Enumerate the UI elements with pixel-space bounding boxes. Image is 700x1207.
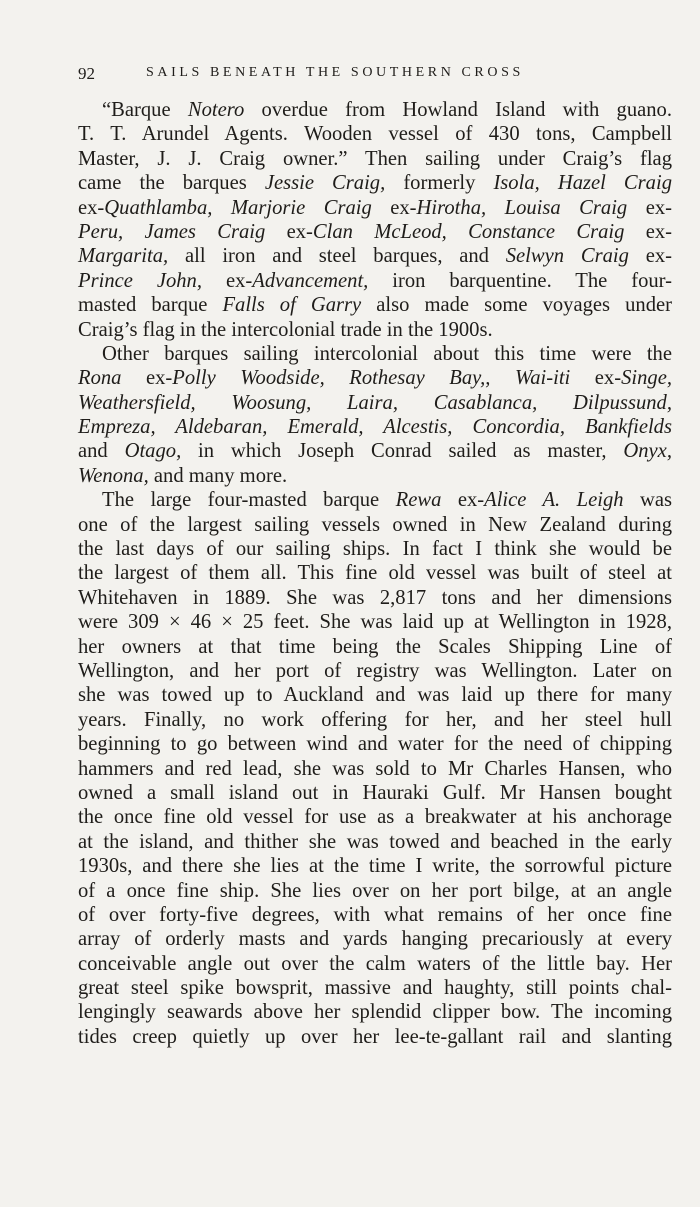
text-line xyxy=(78,635,672,659)
text-run: ex- xyxy=(78,196,105,219)
text-run: The large four-masted barque xyxy=(102,489,396,512)
italic-text: Isola, Hazel Craig xyxy=(493,172,672,195)
text-line xyxy=(78,659,672,683)
text-run: all iron and steel barques, and xyxy=(168,245,506,268)
text-run: 1930s, and there she lies at the time I write, the sorrowful picture xyxy=(78,855,672,878)
italic-text: Alice A. Leigh xyxy=(484,489,624,512)
text-line xyxy=(78,220,672,244)
italic-text: Polly Woodside, Rothesay Bay,, Wai-iti xyxy=(172,367,571,390)
text-run: tides creep quietly up over her lee-te-gallant rail and slanting xyxy=(78,1025,672,1048)
text-line xyxy=(78,732,672,756)
page-number: 92 xyxy=(78,64,95,83)
text-line xyxy=(78,854,672,878)
text-line xyxy=(78,464,672,488)
italic-text: Otago, xyxy=(124,440,182,463)
text-line xyxy=(78,439,672,463)
text-line xyxy=(78,830,672,854)
text-run: Whitehaven in 1889. She was 2,817 tons and her dimensions xyxy=(78,586,672,609)
text-line xyxy=(78,366,672,390)
italic-text: Selwyn Craig xyxy=(505,245,629,268)
text-run: the largest of them all. This fine old vessel was built of steel at xyxy=(78,562,672,585)
text-run: Craig’s flag in the intercolonial trade in the 1900s. xyxy=(78,318,493,341)
text-run: one of the largest sailing vessels owned in New Zealand during xyxy=(78,513,672,536)
text-run: at the island, and thither she was towed and beached in the early xyxy=(78,830,672,853)
text-run: ex- xyxy=(628,245,672,268)
italic-text: Clan McLeod, Constance Craig xyxy=(312,220,625,243)
text-line xyxy=(78,1000,672,1024)
italic-text: Prince John, xyxy=(78,269,203,292)
text-run: ex- xyxy=(265,220,313,243)
italic-text: Rona xyxy=(78,367,122,390)
text-run: “Barque xyxy=(102,99,188,121)
italic-text: Margarita, xyxy=(78,245,169,268)
italic-text: Empreza, Aldebaran, Emerald, Alcestis, Concordia, Bankfields xyxy=(78,416,672,439)
text-line xyxy=(78,781,672,805)
text-run: ex- xyxy=(441,489,485,512)
text-line xyxy=(78,391,672,415)
text-run: array of orderly masts and yards hanging precariously at every xyxy=(78,928,672,951)
text-line xyxy=(78,513,672,537)
text-run: years. Finally, no work offering for her, and her steel hull xyxy=(78,708,672,731)
text-line xyxy=(78,683,672,707)
text-line xyxy=(78,976,672,1000)
text-line xyxy=(78,318,672,342)
text-run: masted barque xyxy=(78,294,223,317)
italic-text: Falls of Garry xyxy=(222,294,362,317)
text-run: her owners at that time being the Scales Shipping Line of xyxy=(78,635,672,658)
text-run: she was towed up to Auckland and was laid up there for many xyxy=(78,684,672,707)
text-run: formerly xyxy=(385,172,494,195)
text-line xyxy=(78,586,672,610)
italic-text: Quathlamba, Marjorie Craig xyxy=(104,196,372,219)
text-run: great steel spike bowsprit, massive and haughty, still points chal- xyxy=(78,977,672,1000)
text-run: overdue from Howland Island with guano. xyxy=(244,99,672,121)
text-line xyxy=(78,488,672,512)
text-line xyxy=(78,952,672,976)
text-line xyxy=(78,708,672,732)
text-run: Wellington, and her port of registry was Wellington. Later on xyxy=(78,659,672,682)
italic-text: Weathersfield, Woosung, Laira, Casablanca, Dilpussund, xyxy=(78,391,672,414)
text-run: was xyxy=(623,489,672,512)
text-run: owned a small island out in Hauraki Gulf. Mr Hansen bought xyxy=(78,781,672,804)
text-line xyxy=(78,415,672,439)
page-header xyxy=(78,64,672,88)
text-run: Master, J. J. Craig owner.” Then sailing under Craig’s flag xyxy=(78,147,672,170)
text-line xyxy=(78,171,672,195)
text-run: ex- xyxy=(570,367,622,390)
text-line xyxy=(78,537,672,561)
italic-text: Onyx, xyxy=(623,440,672,463)
italic-text: Hirotha, Louisa Craig xyxy=(416,196,628,219)
text-run: iron barquentine. The four- xyxy=(368,269,672,292)
text-run: ex- xyxy=(371,196,417,219)
italic-text: Peru, James Craig xyxy=(78,220,266,243)
text-run: ex- xyxy=(627,196,672,219)
italic-text: Advancement, xyxy=(252,269,369,292)
text-run: of a once fine ship. She lies over on her port bilge, at an angle xyxy=(78,879,672,902)
italic-text: Notero xyxy=(187,99,245,121)
italic-text: Rewa xyxy=(395,489,442,512)
text-run: also made some voyages under xyxy=(361,294,672,317)
body-text xyxy=(78,98,672,1049)
text-line xyxy=(78,610,672,634)
text-run: Other barques sailing intercolonial about this time were the xyxy=(102,342,672,365)
text-run: ex- xyxy=(121,367,173,390)
text-line xyxy=(78,927,672,951)
text-line xyxy=(78,757,672,781)
text-line xyxy=(78,903,672,927)
text-run: hammers and red lead, she was sold to Mr Charles Hansen, who xyxy=(78,757,672,780)
text-line xyxy=(78,1025,672,1049)
text-line xyxy=(78,342,672,366)
text-line xyxy=(78,269,672,293)
text-run: were 309 × 46 × 25 feet. She was laid up at Wellington in 1928, xyxy=(78,611,672,634)
text-line xyxy=(78,879,672,903)
text-line xyxy=(78,293,672,317)
text-run: ex- xyxy=(624,220,672,243)
text-run: of over forty-five degrees, with what remains of her once fine xyxy=(78,903,672,926)
text-run: came the barques xyxy=(78,172,265,195)
text-line xyxy=(78,196,672,220)
text-run: the last days of our sailing ships. In fact I think she would be xyxy=(78,538,672,561)
text-run: and xyxy=(78,440,125,463)
text-run: and many more. xyxy=(148,464,288,487)
italic-text: Wenona, xyxy=(78,464,149,487)
running-title: SAILS BENEATH THE SOUTHERN CROSS xyxy=(146,65,524,80)
text-line xyxy=(78,98,672,122)
italic-text: Singe, xyxy=(621,367,672,390)
text-line xyxy=(78,244,672,268)
text-run: conceivable angle out over the calm waters of the little bay. Her xyxy=(78,952,672,975)
text-line xyxy=(78,561,672,585)
text-run: beginning to go between wind and water for the need of chipping xyxy=(78,733,672,756)
text-run: T. T. Arundel Agents. Wooden vessel of 430 tons, Campbell xyxy=(78,123,672,146)
text-run: in which Joseph Conrad sailed as master, xyxy=(181,440,624,463)
text-line xyxy=(78,147,672,171)
text-line xyxy=(78,805,672,829)
text-run: the once fine old vessel for use as a breakwater at his anchorage xyxy=(78,806,672,829)
text-run: lengingly seawards above her splendid clipper bow. The incoming xyxy=(78,1001,672,1024)
text-run: ex- xyxy=(202,269,253,292)
text-line xyxy=(78,122,672,146)
italic-text: Jessie Craig, xyxy=(264,172,386,195)
